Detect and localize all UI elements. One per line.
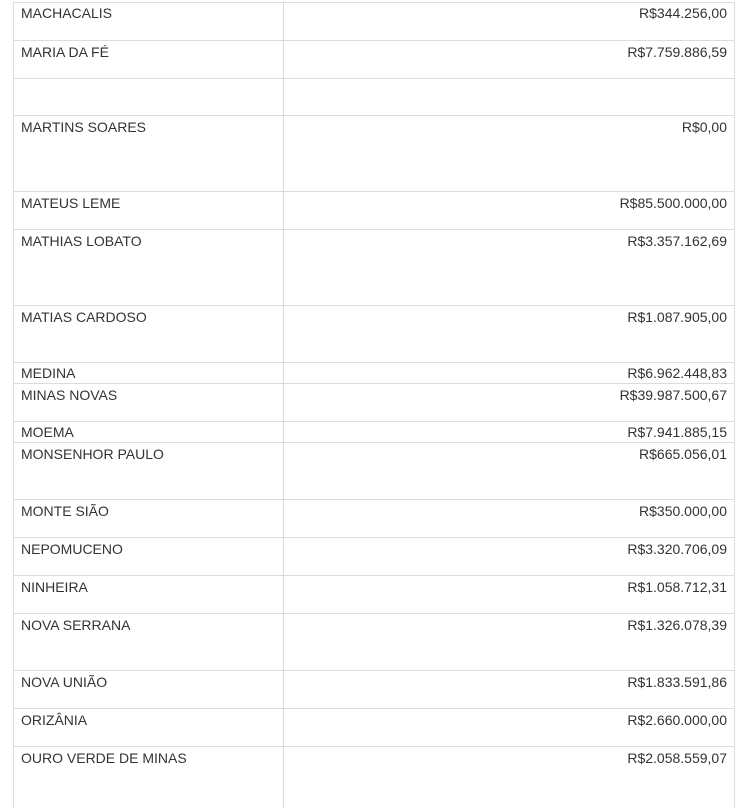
table-row [14, 363, 734, 384]
municipality-value: R$1.087.905,00 [627, 309, 727, 325]
table-row [14, 41, 734, 79]
table-row [14, 500, 734, 538]
municipality-name: NEPOMUCENO [14, 538, 284, 575]
municipality-value: R$7.759.886,59 [627, 44, 727, 60]
table-row [14, 116, 734, 192]
municipality-value: R$85.500.000,00 [619, 195, 727, 211]
municipality-name: MACHACALIS [14, 3, 284, 40]
municipality-value: R$3.357.162,69 [627, 233, 727, 249]
table-row [14, 230, 734, 306]
municipality-values-table [13, 2, 735, 808]
table-row [14, 747, 734, 808]
municipality-name: NOVA SERRANA [14, 614, 284, 670]
municipality-value: R$2.058.559,07 [627, 750, 727, 766]
municipality-value: R$0,00 [681, 119, 727, 135]
municipality-value: R$344.256,00 [639, 5, 727, 21]
municipality-name: ORIZÂNIA [14, 709, 284, 746]
municipality-name: MONSENHOR PAULO [14, 443, 284, 499]
municipality-name: NINHEIRA [14, 576, 284, 613]
municipality-name: OURO VERDE DE MINAS [14, 747, 284, 808]
municipality-name: MOEMA [14, 422, 284, 442]
table-row [14, 614, 734, 671]
municipality-value: R$6.962.448,83 [627, 365, 727, 381]
municipality-name [14, 79, 284, 115]
municipality-value: R$39.987.500,67 [619, 387, 727, 403]
municipality-value: R$1.326.078,39 [627, 617, 727, 633]
municipality-name: MARTINS SOARES [14, 116, 284, 191]
municipality-value: R$665.056,01 [639, 446, 727, 462]
municipality-name: MEDINA [14, 363, 284, 383]
table-row [14, 384, 734, 422]
table-row [14, 192, 734, 230]
table-row [14, 538, 734, 576]
table-row [14, 709, 734, 747]
municipality-value: R$1.833.591,86 [627, 674, 727, 690]
municipality-name: NOVA UNIÃO [14, 671, 284, 708]
table-row [14, 576, 734, 614]
table-row [14, 671, 734, 709]
municipality-name: MARIA DA FÉ [14, 41, 284, 78]
municipality-value: R$7.941.885,15 [627, 424, 727, 440]
municipality-name: MATEUS LEME [14, 192, 284, 229]
table-row [14, 422, 734, 443]
table-row [14, 3, 734, 41]
municipality-value: R$2.660.000,00 [627, 712, 727, 728]
municipality-value: R$1.058.712,31 [627, 579, 727, 595]
table-row [14, 79, 734, 116]
municipality-name: MONTE SIÃO [14, 500, 284, 537]
table-row [14, 306, 734, 363]
municipality-name: MATHIAS LOBATO [14, 230, 284, 305]
table-row [14, 443, 734, 500]
municipality-name: MATIAS CARDOSO [14, 306, 284, 362]
municipality-name: MINAS NOVAS [14, 384, 284, 421]
municipality-value: R$350.000,00 [639, 503, 727, 519]
municipality-value: R$3.320.706,09 [627, 541, 727, 557]
municipality-value [284, 79, 734, 115]
